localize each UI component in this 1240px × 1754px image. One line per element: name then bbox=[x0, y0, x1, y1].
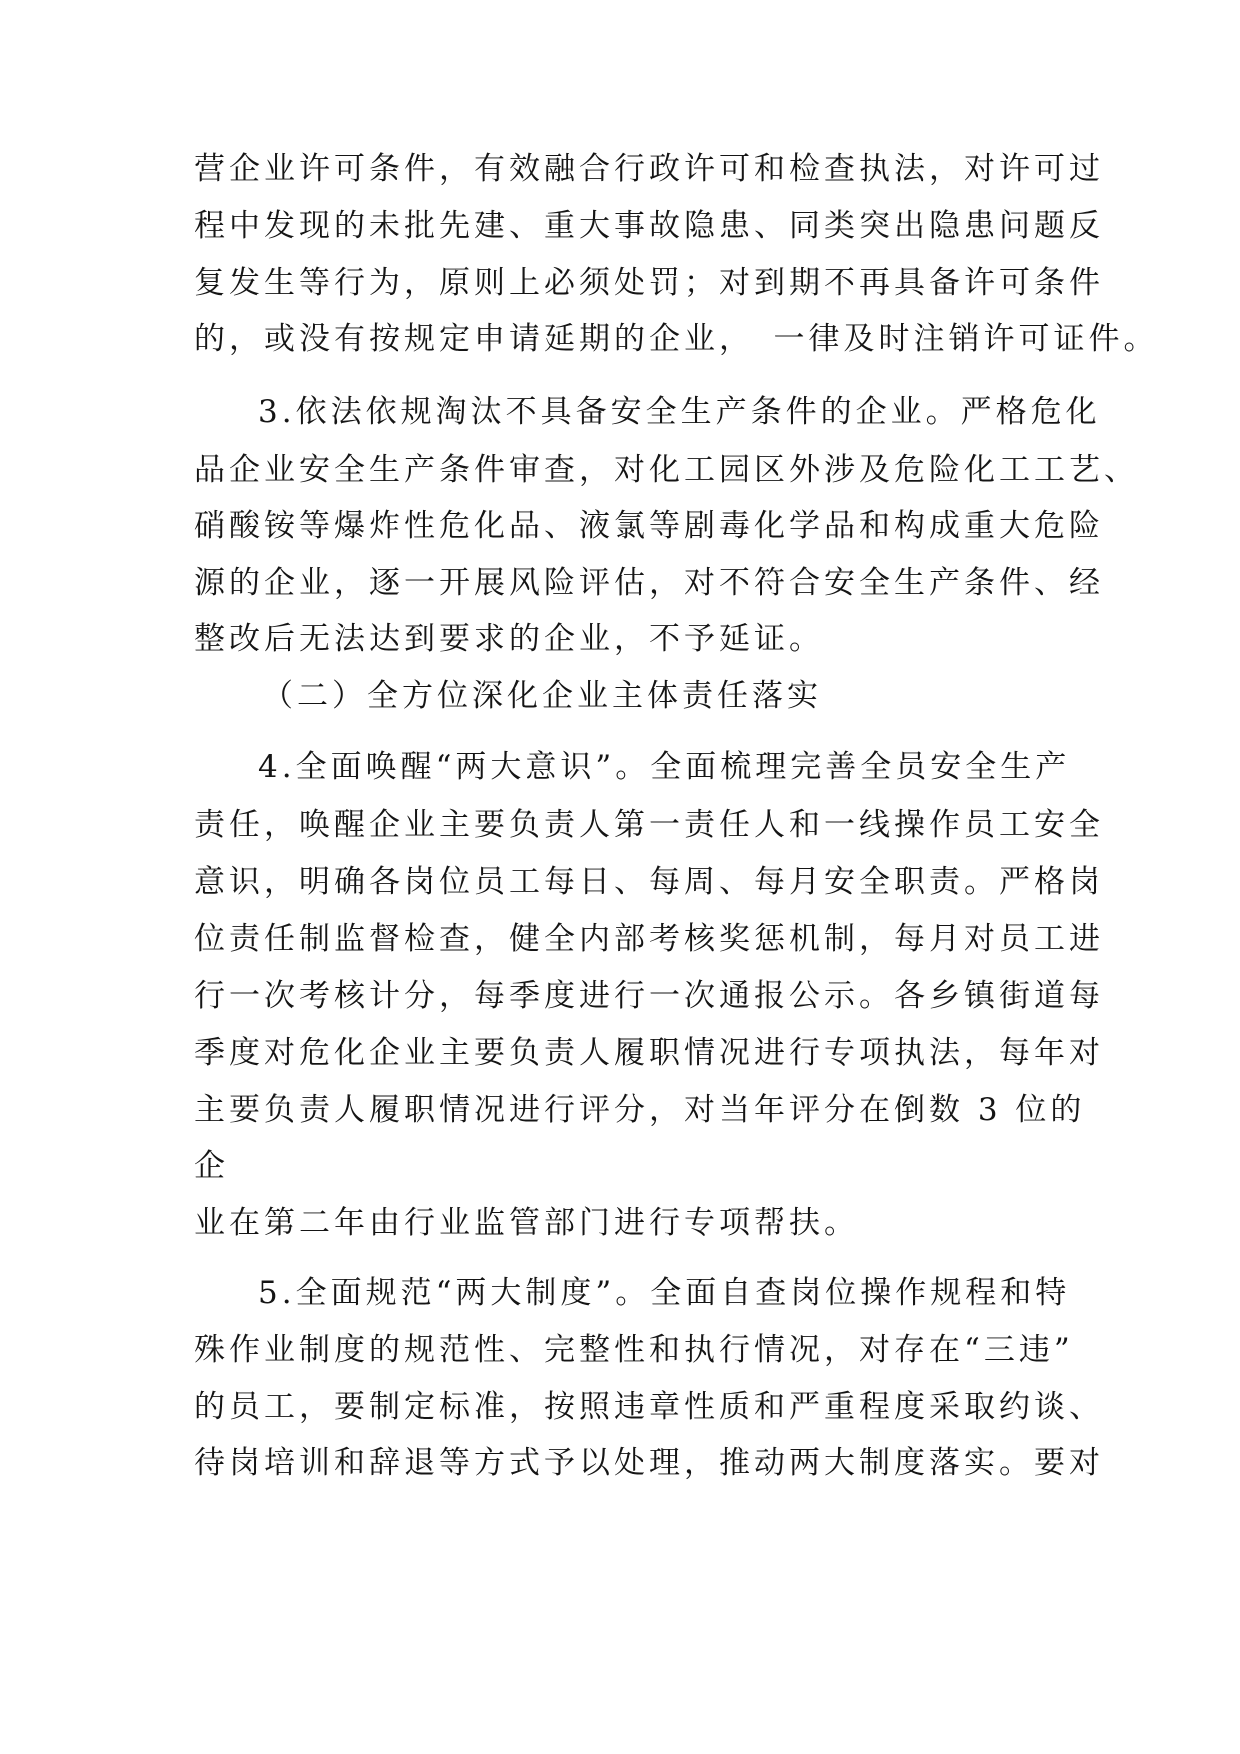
paragraph-4-line-6: 季度对危化企业主要负责人履职情况进行专项执法，每年对 bbox=[194, 1035, 1104, 1071]
paragraph-3-line-3: 硝酸铵等爆炸性危化品、液氯等剧毒化学品和构成重大危险 bbox=[194, 508, 1104, 544]
paragraph-4-line-9: 业在第二年由行业监管部门进行专项帮扶。 bbox=[194, 1205, 859, 1241]
paragraph-4-line-2: 责任，唤醒企业主要负责人第一责任人和一线操作员工安全 bbox=[194, 807, 1104, 843]
paragraph-5-line-1: 5.全面规范“两大制度”。全面自查岗位操作规程和特 bbox=[258, 1275, 1071, 1311]
paragraph-3-line-4: 源的企业，逐一开展风险评估，对不符合安全生产条件、经 bbox=[194, 565, 1104, 601]
paragraph-permit-line-2: 程中发现的未批先建、重大事故隐患、同类突出隐患问题反 bbox=[194, 208, 1104, 244]
paragraph-3-line-5: 整改后无法达到要求的企业，不予延证。 bbox=[194, 621, 824, 657]
paragraph-permit-line-1: 营企业许可条件，有效融合行政许可和检查执法，对许可过 bbox=[194, 151, 1104, 187]
paragraph-3-line-2: 品企业安全生产条件审查，对化工园区外涉及危险化工工艺、 bbox=[194, 452, 1139, 488]
paragraph-4-line-1: 4.全面唤醒“两大意识”。全面梳理完善全员安全生产 bbox=[258, 749, 1071, 785]
paragraph-4-line-4: 位责任制监督检查，健全内部考核奖惩机制，每月对员工进 bbox=[194, 921, 1104, 957]
paragraph-3-line-1: 3.依法依规淘汰不具备安全生产条件的企业。严格危化 bbox=[258, 394, 1101, 430]
paragraph-permit-line-4: 的，或没有按规定申请延期的企业， 一律及时注销许可证件。 bbox=[194, 321, 1159, 357]
paragraph-4-line-8: 企 bbox=[194, 1148, 229, 1184]
paragraph-4-line-7: 主要负责人履职情况进行评分，对当年评分在倒数 3 位的 bbox=[194, 1092, 1086, 1128]
paragraph-5-line-2: 殊作业制度的规范性、完整性和执行情况，对存在“三违” bbox=[194, 1332, 1074, 1368]
paragraph-5-line-4: 待岗培训和辞退等方式予以处理，推动两大制度落实。要对 bbox=[194, 1445, 1104, 1481]
section-2-heading: （二）全方位深化企业主体责任落实 bbox=[262, 678, 822, 714]
paragraph-4-line-5: 行一次考核计分，每季度进行一次通报公示。各乡镇街道每 bbox=[194, 978, 1104, 1014]
paragraph-5-line-3: 的员工，要制定标准，按照违章性质和严重程度采取约谈、 bbox=[194, 1389, 1104, 1425]
paragraph-4-line-3: 意识，明确各岗位员工每日、每周、每月安全职责。严格岗 bbox=[194, 864, 1104, 900]
paragraph-permit-line-3: 复发生等行为，原则上必须处罚；对到期不再具备许可条件 bbox=[194, 265, 1104, 301]
